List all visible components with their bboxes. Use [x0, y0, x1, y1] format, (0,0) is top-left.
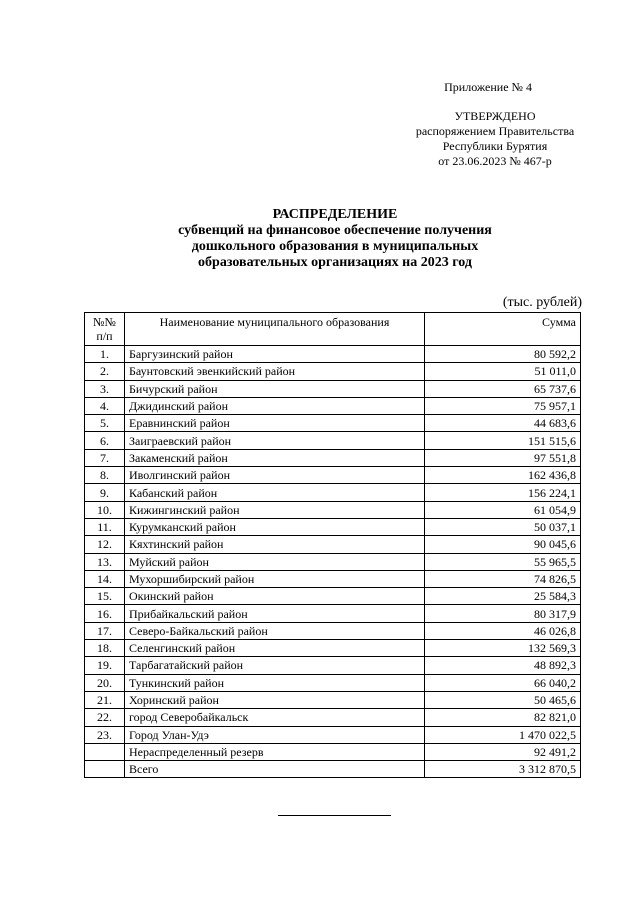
units-label: (тыс. рублей) [502, 295, 582, 310]
row-num: 10. [85, 501, 125, 518]
title-line-1: субвенций на финансовое обеспечение получения [178, 223, 492, 238]
row-num: 8. [85, 467, 125, 484]
row-num: 15. [85, 588, 125, 605]
row-name: Баргузинский район [125, 346, 425, 363]
row-amount: 90 045,6 [425, 536, 581, 553]
footer-rule [278, 815, 391, 816]
row-num [85, 743, 125, 760]
row-amount: 97 551,8 [425, 449, 581, 466]
row-amount: 80 317,9 [425, 605, 581, 622]
row-num: 2. [85, 363, 125, 380]
row-num: 5. [85, 415, 125, 432]
row-name: Прибайкальский район [125, 605, 425, 622]
header-num: №№ п/п [85, 313, 125, 346]
row-num: 20. [85, 674, 125, 691]
row-num: 12. [85, 536, 125, 553]
row-name: Нераспределенный резерв [125, 743, 425, 760]
table-row [85, 588, 581, 605]
row-amount: 66 040,2 [425, 674, 581, 691]
row-amount: 75 957,1 [425, 397, 581, 414]
row-amount: 61 054,9 [425, 501, 581, 518]
row-amount: 74 826,5 [425, 570, 581, 587]
row-amount: 65 737,6 [425, 380, 581, 397]
table-row [85, 553, 581, 570]
row-amount: 3 312 870,5 [425, 761, 581, 778]
row-name: Джидинский район [125, 397, 425, 414]
distribution-table [84, 312, 581, 778]
row-name: Селенгинский район [125, 640, 425, 657]
row-num: 17. [85, 622, 125, 639]
row-name: Муйский район [125, 553, 425, 570]
table-row [85, 432, 581, 449]
row-name: Тарбагатайский район [125, 657, 425, 674]
row-amount: 82 821,0 [425, 709, 581, 726]
row-name: Заиграевский район [125, 432, 425, 449]
row-name: Кижингинский район [125, 501, 425, 518]
table-row [85, 397, 581, 414]
row-name: Кабанский район [125, 484, 425, 501]
row-name: Тункинский район [125, 674, 425, 691]
row-num: 3. [85, 380, 125, 397]
row-name: Баунтовский эвенкийский район [125, 363, 425, 380]
title-heading: РАСПРЕДЕЛЕНИЕ [272, 207, 398, 222]
row-num: 14. [85, 570, 125, 587]
row-amount: 44 683,6 [425, 415, 581, 432]
row-num: 7. [85, 449, 125, 466]
row-amount: 80 592,2 [425, 346, 581, 363]
table-row [85, 743, 581, 760]
row-amount: 1 470 022,5 [425, 726, 581, 743]
table-row [85, 484, 581, 501]
row-name: Окинский район [125, 588, 425, 605]
title-line-3: образовательных организациях на 2023 год [198, 255, 472, 270]
table-row [85, 380, 581, 397]
row-num: 13. [85, 553, 125, 570]
row-amount: 50 465,6 [425, 691, 581, 708]
table-row [85, 346, 581, 363]
table-row [85, 657, 581, 674]
row-name: Кяхтинский район [125, 536, 425, 553]
row-amount: 132 569,3 [425, 640, 581, 657]
title-line-2: дошкольного образования в муниципальных [191, 239, 479, 254]
row-num: 6. [85, 432, 125, 449]
header-name: Наименование муниципального образования [125, 313, 425, 346]
row-amount: 46 026,8 [425, 622, 581, 639]
row-num: 21. [85, 691, 125, 708]
approval-block [380, 80, 610, 169]
row-amount: 50 037,1 [425, 518, 581, 535]
row-amount: 48 892,3 [425, 657, 581, 674]
row-amount: 92 491,2 [425, 743, 581, 760]
row-num: 18. [85, 640, 125, 657]
table-row [85, 726, 581, 743]
table-row [85, 674, 581, 691]
attachment-label: Приложение № 4 [444, 80, 532, 94]
row-name: Закаменский район [125, 449, 425, 466]
table-row [85, 449, 581, 466]
row-num: 11. [85, 518, 125, 535]
row-name: Еравнинский район [125, 415, 425, 432]
row-name: Всего [125, 761, 425, 778]
row-num: 9. [85, 484, 125, 501]
table-body [85, 346, 581, 778]
table-row [85, 415, 581, 432]
row-name: город Северобайкальск [125, 709, 425, 726]
row-amount: 151 515,6 [425, 432, 581, 449]
row-num: 23. [85, 726, 125, 743]
table-row [85, 363, 581, 380]
table-row [85, 709, 581, 726]
approval-line-1: распоряжением Правительства [415, 124, 575, 138]
row-num: 16. [85, 605, 125, 622]
table-row [85, 501, 581, 518]
row-name: Северо-Байкальский район [125, 622, 425, 639]
row-name: Иволгинский район [125, 467, 425, 484]
table-row [85, 640, 581, 657]
row-num [85, 761, 125, 778]
table-header-row [85, 313, 581, 346]
table-row [85, 518, 581, 535]
approval-line-3: от 23.06.2023 № 467-р [438, 154, 552, 168]
table-row [85, 761, 581, 778]
row-num: 1. [85, 346, 125, 363]
row-num: 22. [85, 709, 125, 726]
header-sum: Сумма [425, 313, 581, 346]
table-row [85, 467, 581, 484]
table-row [85, 536, 581, 553]
row-name: Город Улан-Удэ [125, 726, 425, 743]
row-name: Мухоршибирский район [125, 570, 425, 587]
row-amount: 25 584,3 [425, 588, 581, 605]
row-amount: 51 011,0 [425, 363, 581, 380]
table-row [85, 605, 581, 622]
approved-label: УТВЕРЖДЕНО [454, 109, 536, 123]
document-title [120, 207, 550, 271]
row-amount: 55 965,5 [425, 553, 581, 570]
row-num: 4. [85, 397, 125, 414]
row-amount: 162 436,8 [425, 467, 581, 484]
approval-line-2: Республики Бурятия [442, 139, 548, 153]
row-name: Бичурский район [125, 380, 425, 397]
row-name: Курумканский район [125, 518, 425, 535]
row-amount: 156 224,1 [425, 484, 581, 501]
table-row [85, 570, 581, 587]
table-row [85, 691, 581, 708]
row-num: 19. [85, 657, 125, 674]
table-row [85, 622, 581, 639]
row-name: Хоринский район [125, 691, 425, 708]
